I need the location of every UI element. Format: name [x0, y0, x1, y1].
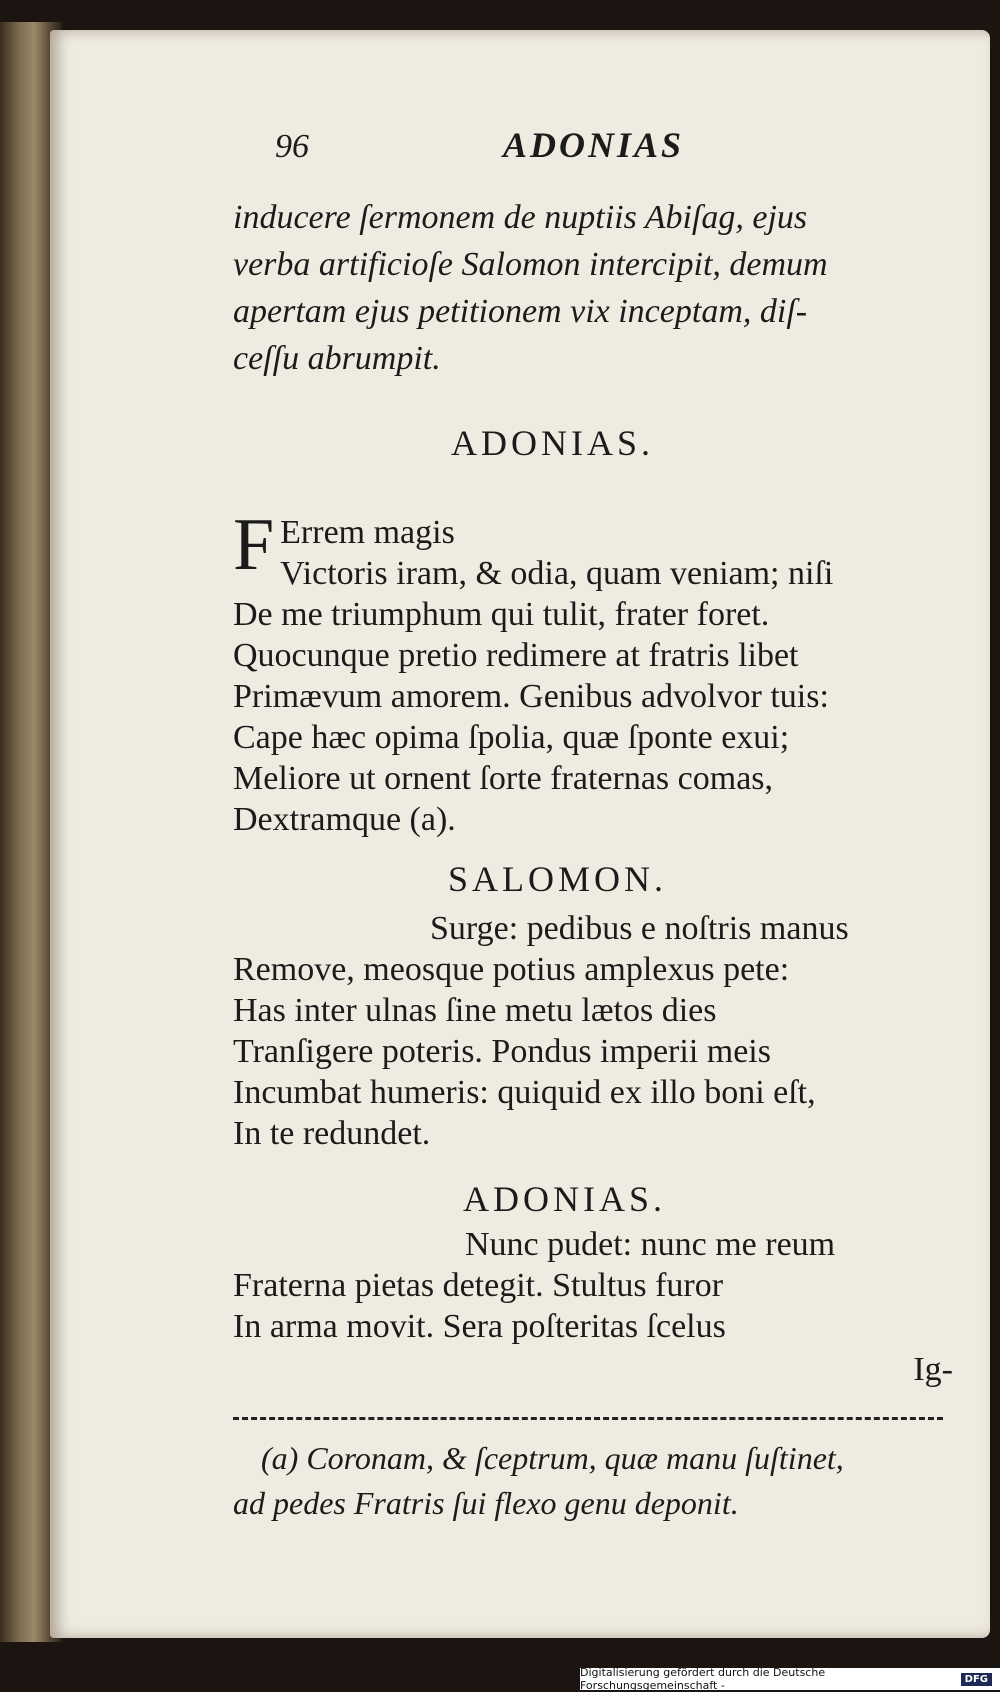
verse-line: Primævum amorem. Genibus advolvor tuis:: [233, 678, 829, 715]
verse-line: Meliore ut ornent ſorte fraternas comas,: [233, 760, 774, 797]
footnote-line: (a) Coronam, & ſceptrum, quæ manu ſuſtinet,: [261, 1440, 844, 1476]
verse-line: Cape hæc opima ſpolia, quæ ſponte exui;: [233, 719, 790, 756]
argument-line: inducere ſermonem de nuptiis Abiſag, ejus: [233, 199, 808, 236]
argument-paragraph: [233, 194, 983, 382]
verse-line: In arma movit. Sera poſteritas ſcelus: [233, 1308, 726, 1345]
verse-line: Remove, meosque potius amplexus pete:: [233, 951, 790, 988]
verse-line: Quocunque pretio redimere at fratris libet: [233, 637, 799, 674]
speaker-heading: SALOMON.: [448, 859, 668, 899]
verse-block: [233, 1224, 983, 1347]
footnote-rule: [233, 1417, 943, 1420]
verse-line: Victoris iram, & odia, quam veniam; niſi: [280, 555, 834, 592]
footnote-line: ad pedes Fratris ſui flexo genu deponit.: [233, 1485, 739, 1521]
verse-line: Has inter ulnas ſine metu lætos dies: [233, 992, 717, 1029]
footnote: [233, 1436, 983, 1526]
argument-line: verba artificioſe Salomon intercipit, demum: [233, 246, 828, 283]
running-title: ADONIAS: [503, 125, 685, 165]
argument-line: ceſſu abrumpit.: [233, 340, 441, 377]
verse-line: Incumbat humeris: quiquid ex illo boni eſt,: [233, 1074, 816, 1111]
verse-line: Errem magis: [280, 514, 455, 551]
page-header: [233, 120, 983, 178]
speaker-heading: ADONIAS.: [463, 1179, 666, 1219]
speaker-heading: ADONIAS.: [451, 423, 654, 463]
verse-line: Fraterna pietas detegit. Stultus furor: [233, 1267, 724, 1304]
verse-block: [233, 908, 983, 1154]
verse-line: Dextramque (a).: [233, 801, 456, 838]
book-page: [50, 30, 990, 1638]
verse-opening: [233, 512, 983, 594]
verse-line: Surge: pedibus e noſtris manus: [430, 910, 849, 947]
page-content: [233, 120, 983, 1526]
verse-block: [233, 512, 983, 840]
digitization-credit-bar: [580, 1668, 1000, 1690]
verse-line: Nunc pudet: nunc me reum: [465, 1226, 836, 1263]
argument-line: apertam ejus petitionem vix inceptam, diſ-: [233, 293, 808, 330]
page-number: 96: [275, 128, 309, 165]
dfg-logo: DFG: [961, 1673, 992, 1686]
verse-line: Tranſigere poteris. Pondus imperii meis: [233, 1033, 771, 1070]
digitization-credit: Digitalisierung gefördert durch die Deutsche Forschungsgemeinschaft -: [580, 1666, 826, 1692]
verse-line: De me triumphum qui tulit, frater foret.: [233, 596, 770, 633]
verse-line: In te redundet.: [233, 1115, 431, 1152]
drop-cap: F: [233, 512, 275, 586]
catchword: Ig-: [913, 1351, 953, 1388]
